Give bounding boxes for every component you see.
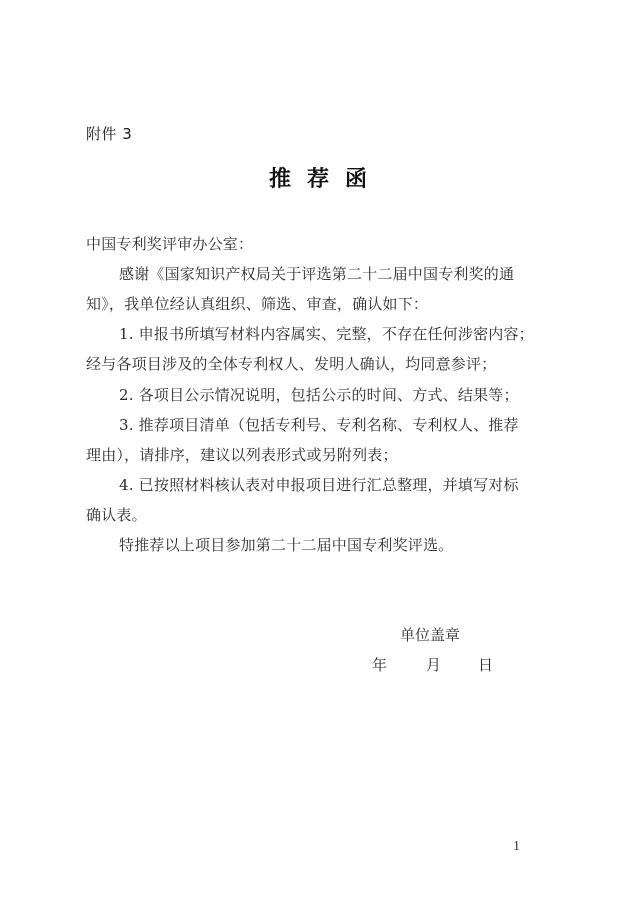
body-line-2: 知》，我单位经认真组织、筛选、审查，确认如下：	[86, 295, 429, 313]
salutation: 中国专利奖评审办公室：	[86, 235, 254, 253]
body-line-9: 确认表。	[86, 506, 147, 524]
signature-day: 日	[478, 656, 494, 674]
body-line-10: 特推荐以上项目参加第二十二届中国专利奖评选。	[119, 536, 454, 554]
body-line-3: 1. 申报书所填写材料内容属实、完整，不存在任何涉密内容；	[119, 325, 534, 343]
body-line-8: 4. 已按照材料核认表对申报项目进行汇总整理，并填写对标	[119, 476, 519, 494]
signature-seal: 单位盖章	[400, 626, 461, 644]
body-line-6: 3. 推荐项目清单（包括专利号、专利名称、专利权人、推荐	[119, 416, 519, 434]
document-title: 推荐函	[268, 167, 383, 192]
signature-month: 月	[426, 656, 442, 674]
attachment-label: 附件 3	[86, 125, 133, 143]
body-line-7: 理由），请排序，建议以列表形式或另附列表；	[86, 446, 398, 464]
signature-year: 年	[372, 656, 388, 674]
body-line-5: 2. 各项目公示情况说明，包括公示的时间、方式、结果等；	[119, 386, 519, 404]
page-number: 1	[513, 839, 520, 854]
body-line-4: 经与各项目涉及的全体专利权人、发明人确认，均同意参评；	[86, 355, 497, 373]
body-line-1: 感谢《国家知识产权局关于评选第二十二届中国专利奖的通	[119, 265, 515, 283]
